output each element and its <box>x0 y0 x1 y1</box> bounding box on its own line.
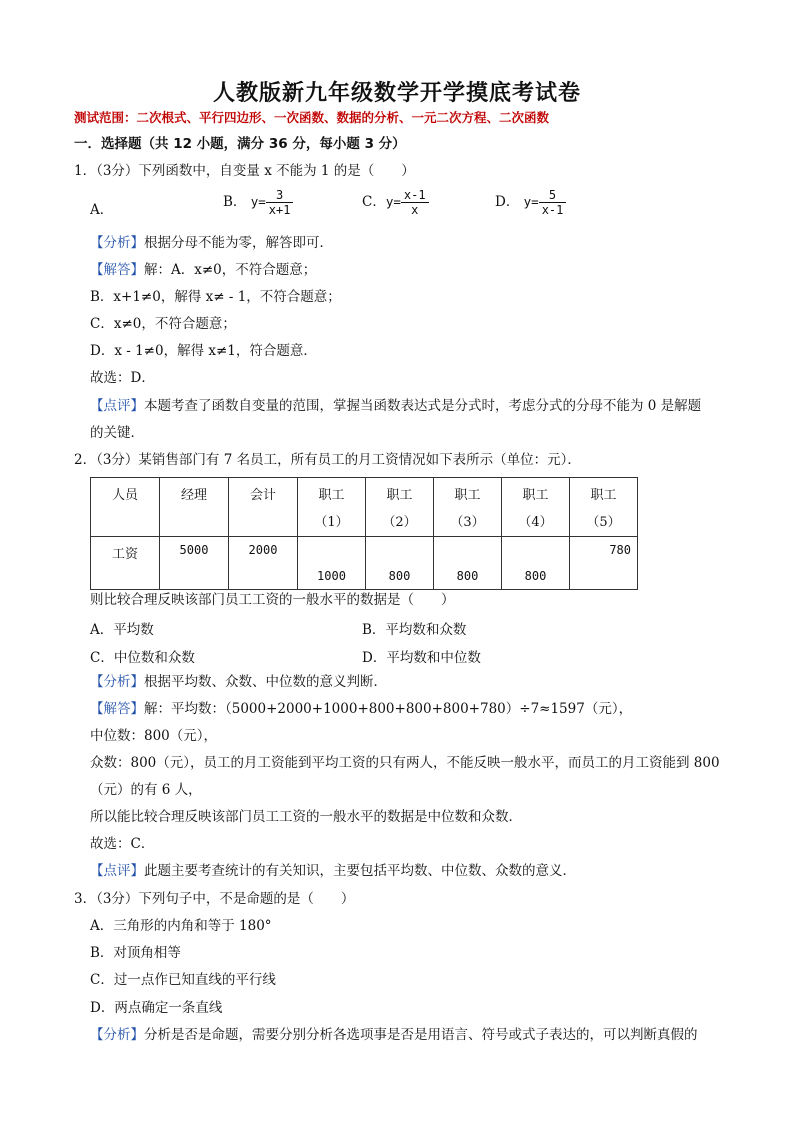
q2-comment <box>90 862 576 880</box>
analysis-tag: 【分析】 <box>90 235 144 251</box>
comment-text: 此题主要考查统计的有关知识，主要包括平均数、中位数、众数的意义． <box>144 863 576 879</box>
page-title: 人教版新九年级数学开学摸底考试卷 <box>212 81 581 106</box>
header-label: 职工 <box>522 488 549 503</box>
table-header-cell <box>434 478 502 537</box>
denominator: x <box>411 203 419 217</box>
analysis-tag: 【分析】 <box>90 674 144 690</box>
numerator: 3 <box>266 188 294 203</box>
table-cell: 800 <box>502 537 570 590</box>
analysis-tag: 【分析】 <box>90 1027 144 1043</box>
table-header-row <box>91 478 638 537</box>
q2-analysis <box>90 673 387 691</box>
q1-answer-line: C．x≠0，不符合题意； <box>90 316 236 332</box>
table-row <box>91 537 638 590</box>
q2-answer-line: 中位数：800（元）， <box>90 728 218 744</box>
fraction <box>401 188 429 217</box>
q2-answer-line: 众数：800（元），员工的月工资能到平均工资的只有两人，不能反映一般水平，而员工的月工资能到 800 <box>90 755 720 771</box>
answer-text: 解：平均数：（5000+2000+1000+800+800+800+780）÷7≈1597（元）， <box>144 701 633 717</box>
option-letter: C． <box>362 194 386 210</box>
option-y: y= <box>523 194 539 209</box>
q3-option-d: D．两点确定一条直线 <box>90 1000 223 1016</box>
table-cell-label: 工资 <box>91 537 160 590</box>
q2-choice: 故选：C． <box>90 836 155 852</box>
table-cell: 800 <box>434 537 502 590</box>
option-y: y= <box>385 194 401 209</box>
q1-option-d <box>495 188 566 217</box>
q2-option-a: A．平均数 <box>90 622 154 638</box>
table-cell: 5000 <box>160 537 229 590</box>
table-cell: 780 <box>570 537 638 590</box>
header-sub: （3） <box>450 515 485 530</box>
table-header-cell: 会计 <box>229 478 298 537</box>
q2-answer-line: （元）的有 6 人， <box>90 782 202 798</box>
fraction <box>266 188 294 217</box>
table-header-cell <box>570 478 638 537</box>
q1-comment <box>90 397 701 415</box>
answer-text: 解：A．x≠0，不符合题意； <box>144 262 317 278</box>
section-heading: 一．选择题（共 12 小题，满分 36 分，每小题 3 分） <box>74 136 406 152</box>
question-2-stem: 2．（3分）某销售部门有 7 名员工，所有员工的月工资情况如下表所示（单位：元）． <box>74 452 581 468</box>
q1-answer-line: D．x - 1≠0，解得 x≠1，符合题意． <box>90 343 317 359</box>
table-cell: 2000 <box>229 537 298 590</box>
salary-table <box>90 477 638 590</box>
q1-option-c <box>362 188 429 217</box>
table-cell: 800 <box>366 537 434 590</box>
numerator: 5 <box>539 188 567 203</box>
header-sub: （2） <box>382 515 417 530</box>
q2-question: 则比较合理反映该部门员工工资的一般水平的数据是（ ） <box>90 592 455 608</box>
question-1-stem: 1．（3分）下列函数中，自变量 x 不能为 1 的是（ ） <box>74 163 415 179</box>
analysis-text: 根据平均数、众数、中位数的意义判断． <box>144 674 387 690</box>
denominator: x-1 <box>541 203 564 217</box>
analysis-text: 根据分母不能为零，解答即可． <box>144 235 333 251</box>
q2-answer <box>90 700 632 718</box>
header-sub: （5） <box>586 515 621 530</box>
analysis-text: 分析是否是命题，需要分别分析各选项事是否是用语言、符号或式子表达的，可以判断真假的 <box>144 1027 698 1043</box>
table-header-cell: 人员 <box>91 478 160 537</box>
header-sub: （4） <box>518 515 553 530</box>
q2-answer-line: 所以能比较合理反映该部门员工工资的一般水平的数据是中位数和众数． <box>90 809 522 825</box>
q1-answer-line: B．x+1≠0，解得 x≠ - 1，不符合题意； <box>90 289 341 305</box>
q1-choice: 故选：D． <box>90 370 155 386</box>
q1-option-a: A． <box>90 202 114 218</box>
header-label: 职工 <box>386 488 413 503</box>
q1-option-b <box>223 188 293 217</box>
answer-tag: 【解答】 <box>90 262 144 278</box>
table-header-cell <box>298 478 366 537</box>
option-letter: D． <box>495 194 520 210</box>
header-sub: （1） <box>314 515 349 530</box>
table-header-cell <box>366 478 434 537</box>
q2-option-b: B．平均数和众数 <box>362 622 467 638</box>
table-header-cell <box>502 478 570 537</box>
option-y: y= <box>250 194 266 209</box>
table-header-cell: 经理 <box>160 478 229 537</box>
numerator: x-1 <box>401 188 429 203</box>
test-scope: 测试范围：二次根式、平行四边形、一次函数、数据的分析、一元二次方程、二次函数 <box>74 110 550 125</box>
q1-answer <box>90 261 316 279</box>
option-letter: B． <box>223 194 247 210</box>
comment-tag: 【点评】 <box>90 398 144 414</box>
header-label: 职工 <box>590 488 617 503</box>
header-label: 职工 <box>318 488 345 503</box>
header-label: 职工 <box>454 488 481 503</box>
q3-option-c: C．过一点作已知直线的平行线 <box>90 972 276 988</box>
comment-text: 本题考查了函数自变量的范围，掌握当函数表达式是分式时，考虑分式的分母不能为 0 是解题 <box>144 398 702 414</box>
table-cell: 1000 <box>298 537 366 590</box>
answer-tag: 【解答】 <box>90 701 144 717</box>
fraction <box>539 188 567 217</box>
denominator: x+1 <box>268 203 291 217</box>
q3-analysis <box>90 1026 698 1044</box>
q3-option-b: B．对顶角相等 <box>90 945 181 961</box>
q1-comment-line: 的关键． <box>90 425 144 441</box>
q1-analysis <box>90 234 333 252</box>
q2-option-d: D．平均数和中位数 <box>362 650 481 666</box>
question-3-stem: 3．（3分）下列句子中，不是命题的是（ ） <box>74 891 355 907</box>
q2-option-c: C．中位数和众数 <box>90 650 195 666</box>
comment-tag: 【点评】 <box>90 863 144 879</box>
q3-option-a: A．三角形的内角和等于 180° <box>90 918 272 934</box>
